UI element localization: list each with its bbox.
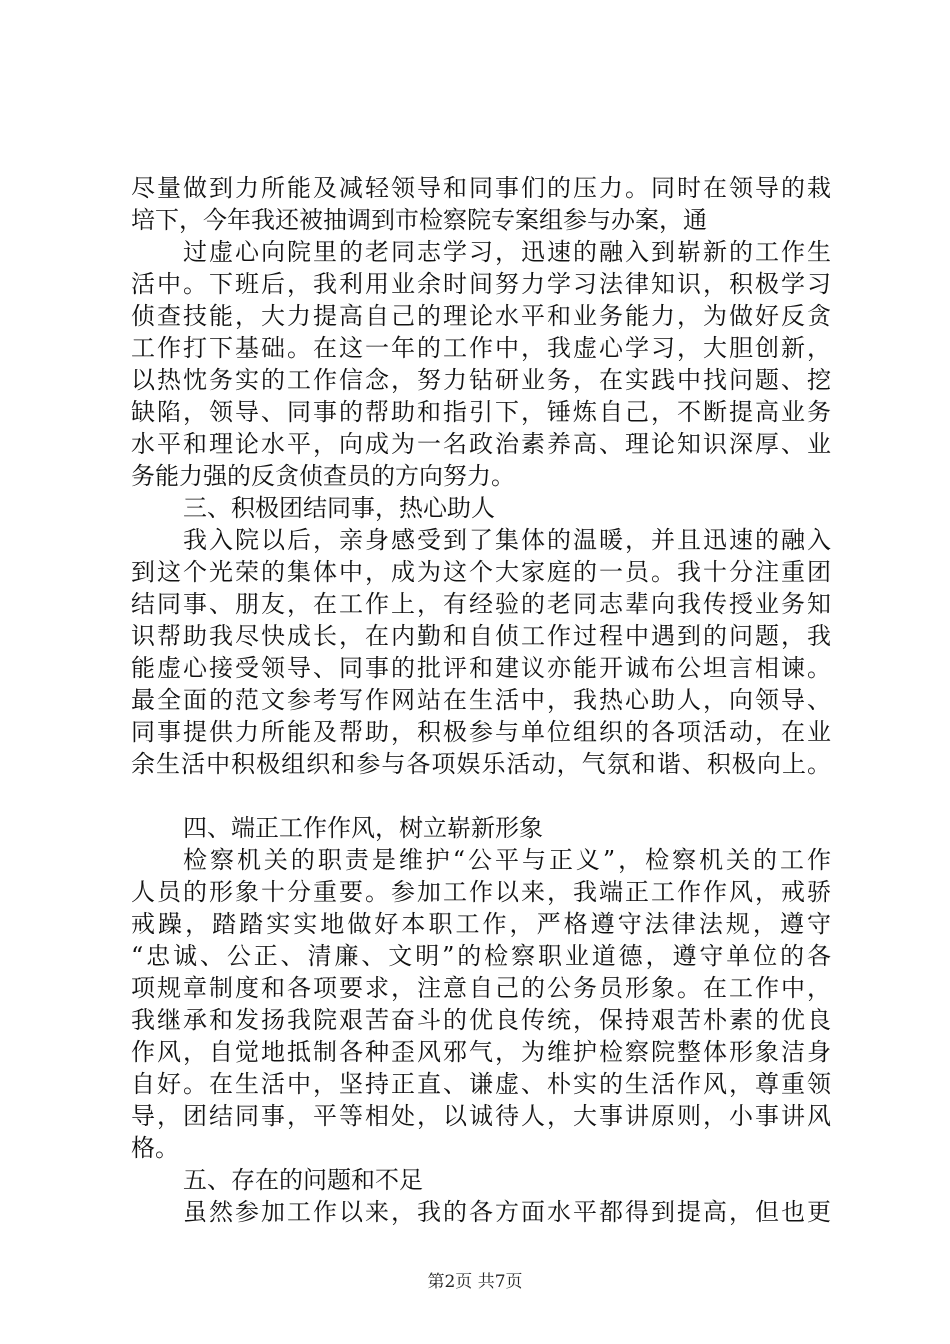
- text-line: “忠诚、公正、清廉、文明”的检察职业道德，遵守单位的各: [131, 942, 831, 970]
- text-line: 以热忱务实的工作信念，努力钻研业务，在实践中找问题、挖: [131, 366, 831, 394]
- section-heading: 五、存在的问题和不足: [183, 1166, 423, 1194]
- text-line: 同事提供力所能及帮助，积极参与单位组织的各项活动，在业: [131, 718, 831, 746]
- section-heading: 四、端正工作作风，树立崭新形象: [183, 814, 543, 842]
- text-line: 自好。在生活中，坚持正直、谦虚、朴实的生活作风，尊重领: [131, 1070, 831, 1098]
- text-line: 导，团结同事，平等相处，以诚待人，大事讲原则，小事讲风: [131, 1102, 831, 1130]
- text-line: 余生活中积极组织和参与各项娱乐活动，气氛和谐、积极向上。: [131, 750, 831, 778]
- text-line: 虽然参加工作以来，我的各方面水平都得到提高，但也更: [183, 1198, 831, 1226]
- text-line: 作风，自觉地抵制各种歪风邪气，为维护检察院整体形象洁身: [131, 1038, 831, 1066]
- text-line: 缺陷，领导、同事的帮助和指引下，锤炼自己，不断提高业务: [131, 398, 831, 426]
- text-line: 侦查技能，大力提高自己的理论水平和业务能力，为做好反贪: [131, 302, 831, 330]
- text-line: 戒躁，踏踏实实地做好本职工作，严格遵守法律法规，遵守: [131, 910, 831, 938]
- text-line: 检察机关的职责是维护“公平与正义”，检察机关的工作: [183, 846, 831, 874]
- text-line: 培下，今年我还被抽调到市检察院专案组参与办案，通: [131, 206, 707, 234]
- section-heading: 三、积极团结同事，热心助人: [183, 494, 495, 522]
- text-line: 水平和理论水平，向成为一名政治素养高、理论知识深厚、业: [131, 430, 831, 458]
- text-line: 务能力强的反贪侦查员的方向努力。: [131, 462, 515, 490]
- text-line: 我继承和发扬我院艰苦奋斗的优良传统，保持艰苦朴素的优良: [131, 1006, 831, 1034]
- text-line: 工作打下基础。在这一年的工作中，我虚心学习，大胆创新，: [131, 334, 831, 362]
- text-line: 过虚心向院里的老同志学习，迅速的融入到崭新的工作生: [183, 238, 831, 266]
- page-number-footer: 第2页 共7页: [427, 1272, 523, 1292]
- text-line: 人员的形象十分重要。参加工作以来，我端正工作作风，戒骄: [131, 878, 831, 906]
- text-line: 我入院以后，亲身感受到了集体的温暖，并且迅速的融入: [183, 526, 831, 554]
- text-line: 到这个光荣的集体中，成为这个大家庭的一员。我十分注重团: [131, 558, 831, 586]
- text-line: 活中。下班后，我利用业余时间努力学习法律知识，积极学习: [131, 270, 831, 298]
- text-line: 能虚心接受领导、同事的批评和建议亦能开诚布公坦言相谏。: [131, 654, 831, 682]
- text-line: 尽量做到力所能及减轻领导和同事们的压力。同时在领导的栽: [131, 174, 831, 202]
- text-line: 识帮助我尽快成长，在内勤和自侦工作过程中遇到的问题，我: [131, 622, 831, 650]
- text-line: 最全面的范文参考写作网站在生活中，我热心助人，向领导、: [131, 686, 831, 714]
- text-line: 项规章制度和各项要求，注意自己的公务员形象。在工作中，: [131, 974, 831, 1002]
- text-line: 结同事、朋友，在工作上，有经验的老同志辈向我传授业务知: [131, 590, 831, 618]
- text-line: 格。: [131, 1134, 179, 1162]
